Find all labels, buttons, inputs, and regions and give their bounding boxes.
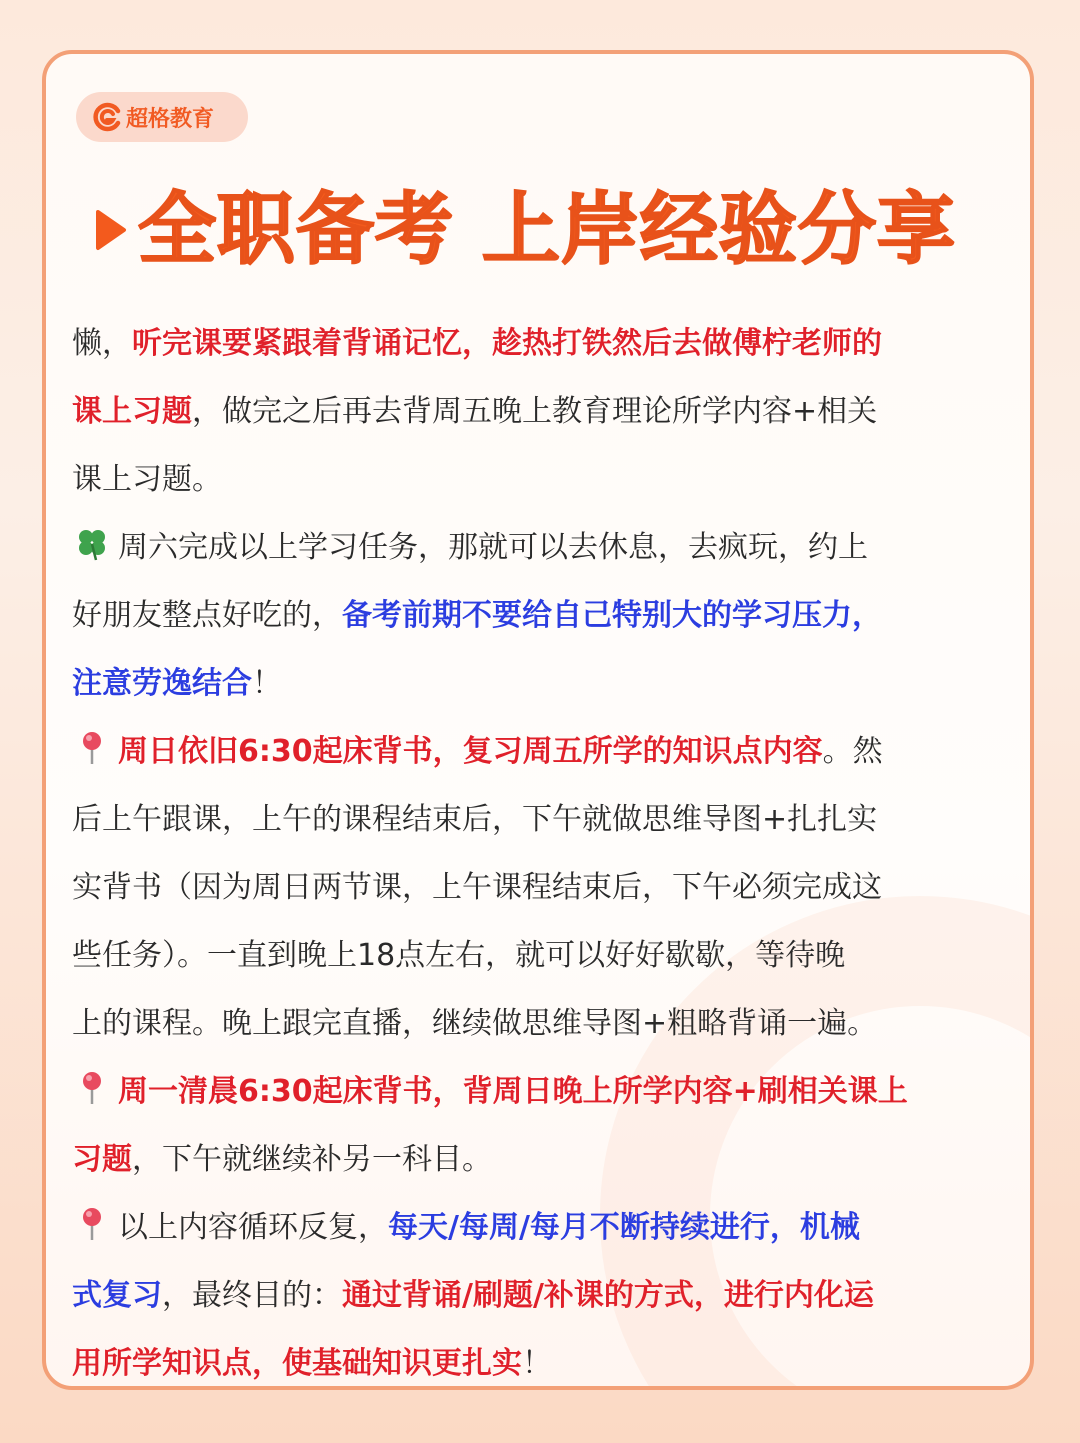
pushpin-icon [72,730,112,766]
text-line [72,1262,1022,1330]
highlight-red: 用所学知识点，使基础知识更扎实 [72,1346,522,1381]
highlight-red: 周一清晨6:30起床背书，背周日晚上所学内容+刷相关课上 [118,1074,908,1109]
text-line [72,1058,1022,1126]
text-segment: 周六完成以上学习任务，那就可以去休息，去疯玩，约上 [118,530,868,565]
title-part-1: 全职备考 [138,185,455,275]
highlight-blue: 备考前期不要给自己特别大的学习压力， [342,598,882,633]
text-segment: 些任务）。一直到晚上18点左右，就可以好好歇歇，等待晚 [72,938,846,973]
highlight-blue: 式复习 [72,1278,162,1313]
text-segment: ！ [522,1346,552,1381]
title-part-2: 上岸经验分享 [482,185,957,275]
text-segment: 好朋友整点好吃的， [72,598,342,633]
text-segment: 。然 [822,734,883,769]
text-segment: 实背书（因为周日两节课，上午课程结束后，下午必须完成这 [72,870,882,905]
play-arrow-icon [94,208,128,252]
text-segment: ，最终目的： [162,1278,342,1313]
text-line [72,990,1022,1058]
text-line [72,1194,1022,1262]
pushpin-icon [72,1070,112,1106]
text-line [72,854,1022,922]
text-segment: ，下午就继续补另一科目。 [132,1142,492,1177]
text-line [72,446,1022,514]
highlight-blue: 注意劳逸结合 [72,666,252,701]
highlight-red: 习题 [72,1142,132,1177]
text-line [72,650,1022,718]
text-line [72,514,1022,582]
highlight-blue: 每天/每周/每月不断持续进行，机械 [388,1210,860,1245]
brand-name: 超格教育 [126,106,215,132]
brand-logo-icon [92,102,122,132]
text-line [72,718,1022,786]
text-segment: 课上习题。 [72,462,222,497]
text-line [72,1126,1022,1194]
text-segment: 懒， [72,326,132,361]
text-segment: ，做完之后再去背周五晚上教育理论所学内容+相关 [192,394,878,429]
article-body [72,310,1022,1390]
highlight-red: 周日依旧6:30起床背书，复习周五所学的知识点内容 [118,734,823,769]
text-segment: 以上内容循环反复， [118,1210,388,1245]
page-title [94,180,956,280]
highlight-red: 通过背诵/刷题/补课的方式，进行内化运 [342,1278,874,1313]
text-segment: 上的课程。晚上跟完直播，继续做思维导图+粗略背诵一遍。 [72,1006,878,1041]
highlight-red: 听完课要紧跟着背诵记忆，趁热打铁然后去做傅柠老师的 [132,326,882,361]
text-segment: 后上午跟课，上午的课程结束后，下午就做思维导图+扎扎实 [72,802,878,837]
pushpin-icon [72,1206,112,1242]
highlight-red: 课上习题 [72,394,192,429]
text-line [72,310,1022,378]
clover-icon [72,526,112,562]
content-card [42,50,1034,1390]
text-line [72,582,1022,650]
text-line [72,1330,1022,1390]
text-line [72,378,1022,446]
text-line [72,786,1022,854]
brand-logo [76,92,248,142]
text-line [72,922,1022,990]
text-segment: ！ [252,666,282,701]
